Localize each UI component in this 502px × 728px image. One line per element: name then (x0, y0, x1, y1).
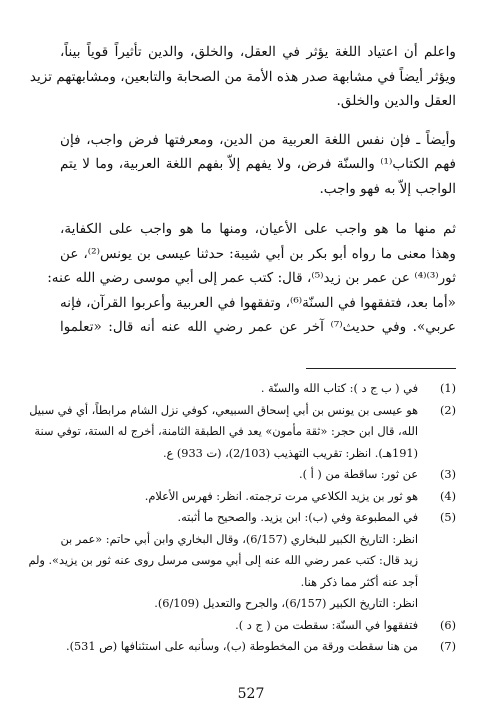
footnote-number: (1) (439, 382, 456, 395)
text-line: ثم منها ما هو واجب على الأعيان، ومنها ما هو واجب على الكفاية، (60, 221, 456, 237)
footnotes (28, 378, 456, 658)
footnote-line: من هنا سقطت ورقة من المخطوطة (ب)، وسأنبه على استئنافها (ص 531). (66, 640, 418, 653)
footnote-line: (191هـ). انظر: تقريب التهذيب (2/103)، (ت 933) ع. (162, 446, 418, 460)
footnote-2 (29, 400, 456, 465)
footnote-4 (60, 486, 456, 508)
footnote-number: (2) (439, 403, 456, 417)
footnote-line: هو عيسى بن يونس بن أبي إسحاق السبيعي، كوفي نزل الشام مرابطاً، أي في سبيل (29, 403, 418, 417)
footnote-text (60, 636, 418, 658)
footnote-text (29, 400, 418, 465)
footnote-line: انظر: التاريخ الكبير للبخاري (6/157)، وقال البخاري وابن أبي حاتم: «عمر بن (60, 532, 418, 546)
footnote-line: فتفقهوا في السنّة: سقطت من ( ج د ). (235, 618, 418, 632)
footnote-6 (60, 615, 456, 637)
footnote-7 (60, 636, 456, 658)
footnote-number: (7) (439, 640, 456, 653)
text-line: «أما بعد، فتفقهوا في السنّة⁽⁶⁾، وتفقهوا في العربية وأعربوا القرآن، فإنه (60, 294, 456, 311)
text-line: فهم الكتاب⁽¹⁾ والسنّة فرض، ولا يفهم إلاّ بفهم اللغة العربية، وما لا يتم (60, 156, 456, 172)
footnote-5 (28, 507, 456, 615)
main-text (29, 40, 456, 340)
footnote-text (28, 507, 418, 615)
text-line: وأيضاً ـ فإن نفس اللغة العربية من الدين، ومعرفتها فرض واجب، فإن (60, 131, 456, 148)
text-line: ثور⁽³⁾⁽⁴⁾ عن عمر بن زيد⁽⁵⁾، قال: كتب عمر إلى أبي موسى رضي الله عنه: (47, 270, 456, 286)
footnote-line: عن ثور: ساقطة من ( أ ). (299, 468, 418, 481)
footnote-text (60, 615, 418, 637)
footnote-line: في المطبوعة وفي (ب): ابن يزيد. والصحيح ما أثبته. (177, 511, 418, 524)
footnote-line: زيد قال: كتب عمر رضي الله عنه إلى أبي موسى مرسل روى عنه ثور بن يزيد». ولم (28, 554, 418, 567)
text-line: ويؤثر أيضاً في مشابهة صدر هذه الأمة من الصحابة والتابعين، ومشابهتهم تزيد (29, 68, 456, 85)
footnote-number: (3) (439, 468, 456, 481)
text-line: العقل والدين والخلق. (336, 93, 456, 109)
footnote-number: (5) (439, 511, 456, 524)
footnote-text (60, 464, 418, 486)
footnote-text (60, 486, 418, 508)
text-line: عربي». وفي حديث⁽⁷⁾ آخر عن عمر رضي الله عنه أنه قال: «تعلموا (60, 319, 456, 335)
paragraph-2 (60, 128, 456, 202)
footnote-separator (306, 368, 456, 369)
footnote-line: أجد عنه أكثر مما ذكر هنا. (300, 575, 418, 589)
page-number: 527 (237, 686, 265, 702)
footnote-number: (6) (439, 618, 456, 632)
footnote-text (60, 378, 418, 400)
footnote-3 (60, 464, 456, 486)
footnote-line: هو ثور بن يزيد الكلاعي مرت ترجمته. انظر: فهرس الأعلام. (144, 489, 418, 503)
footnote-line: الله، قال ابن حجر: «ثقة مأمون» يعد في الطبقة الثامنة، أخرج له الستة، توفي سنة (34, 425, 418, 438)
text-line: واعلم أن اعتياد اللغة يؤثر في العقل، والخلق، والدين تأثيراً قوياً بيناً، (60, 44, 456, 60)
footnote-line: في ( ب ج د ): كتاب الله والسنّة . (260, 382, 418, 395)
paragraph-1 (29, 40, 456, 114)
footnote-1 (60, 378, 456, 400)
text-line: وهذا معنى ما رواه أبو بكر بن أبي شيبة: حدثنا عيسى بن يونس⁽²⁾، عن (60, 245, 456, 262)
footnote-line: انظر: التاريخ الكبير (6/157)، والجرح والتعديل (6/109). (154, 597, 418, 610)
text-line: الواجب إلاّ به فهو واجب. (319, 180, 456, 197)
paragraph-3 (47, 217, 456, 340)
footnote-number: (4) (439, 489, 456, 503)
